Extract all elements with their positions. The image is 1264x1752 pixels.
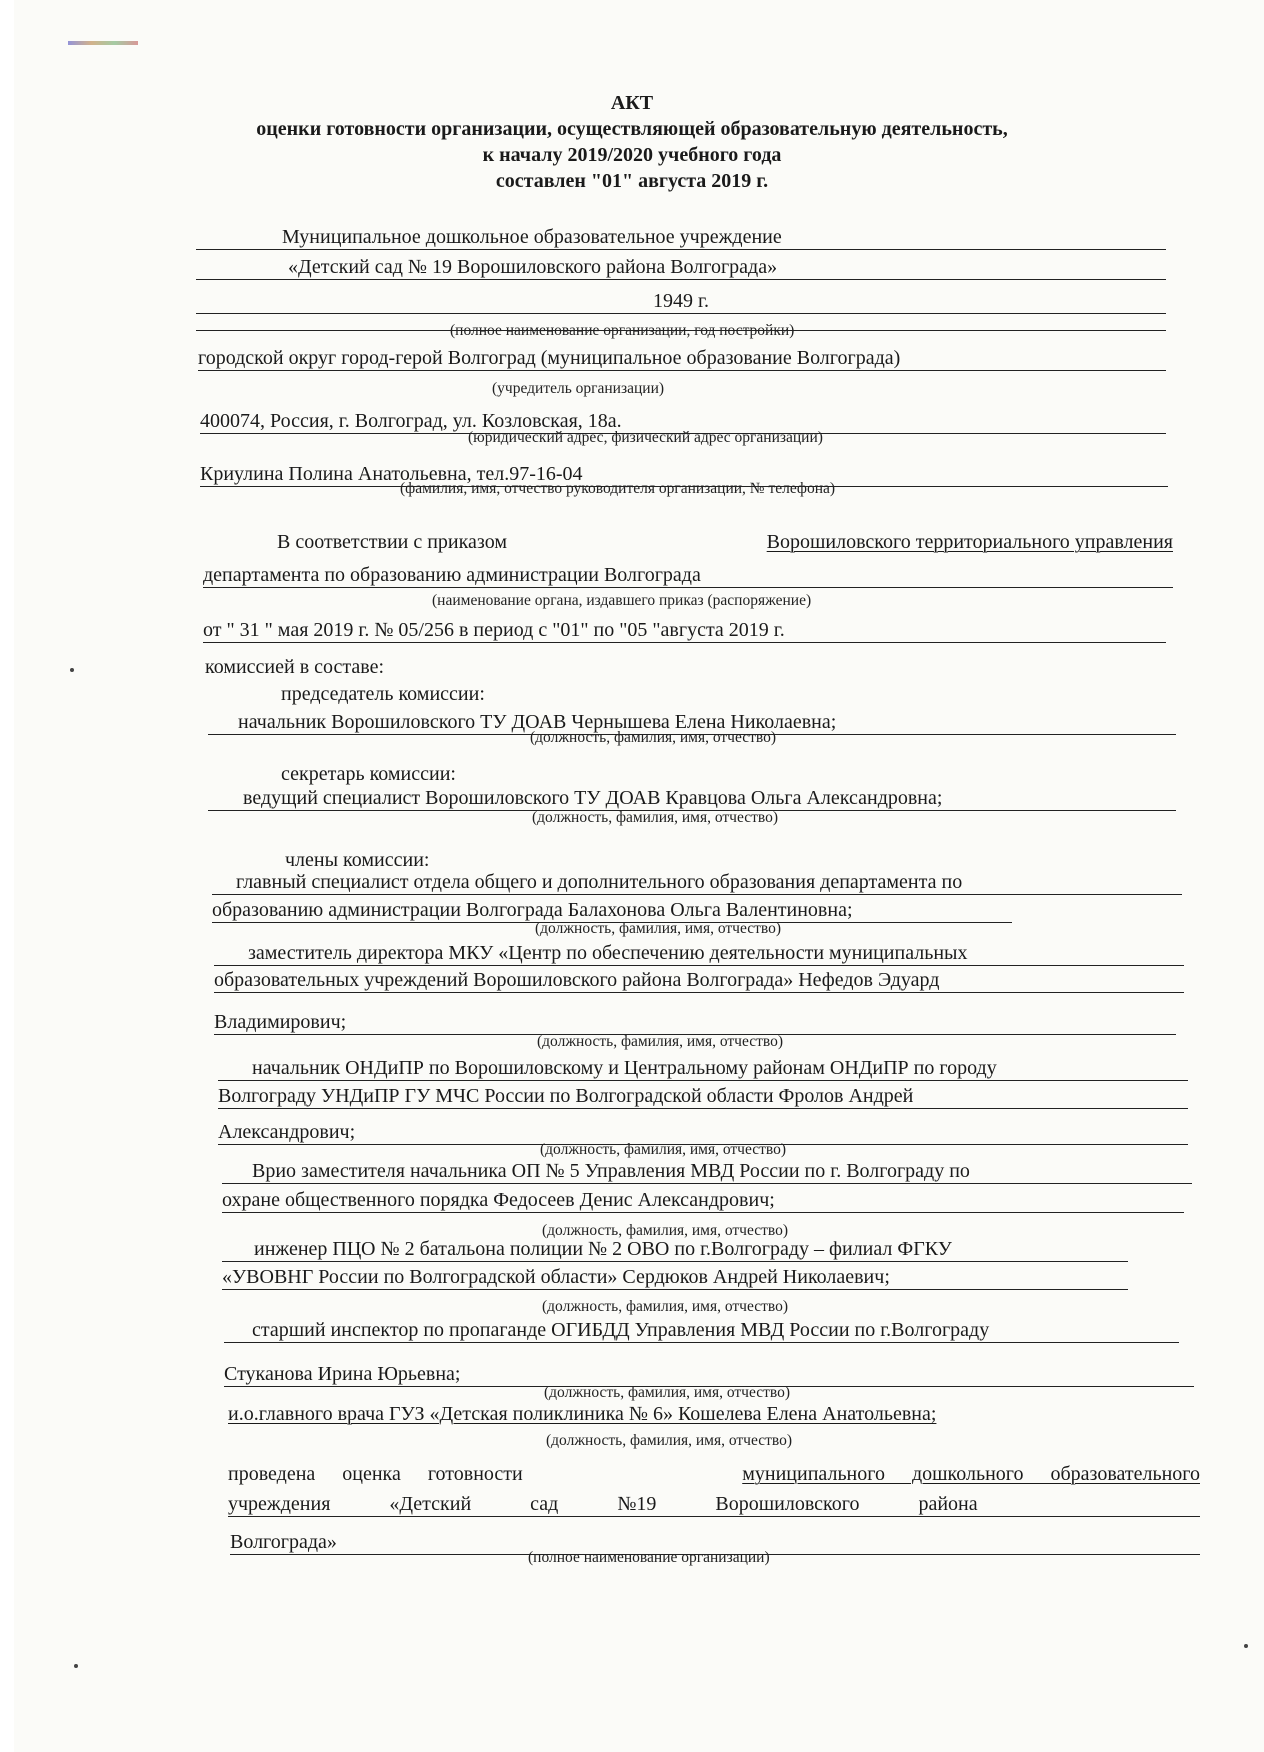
scan-mark (68, 41, 138, 45)
order-issuer-part1: Ворошиловского территориального управления (766, 531, 1173, 553)
issuer-caption: (наименование органа, издавшего приказ (распоряжение) (432, 592, 812, 609)
member4-line2: охране общественного порядка Федосеев Денис Александрович; (222, 1188, 1184, 1213)
member4-text1: Врио заместителя начальника ОП № 5 Управления МВД России по г. Волгограду по (252, 1160, 970, 1182)
org-name-line2: «Детский сад № 19 Ворошиловского района Волгограда» (196, 255, 1166, 280)
member5-line1: инженер ПЦО № 2 батальона полиции № 2 ОВО по г.Волгограду – филиал ФГКУ (222, 1237, 1128, 1262)
org-name-line1: Муниципальное дошкольное образовательное учреждение (196, 225, 1166, 250)
member7 (228, 1402, 936, 1426)
order-intro: В соответствии с приказом (277, 531, 507, 553)
member3-text1: начальник ОНДиПР по Ворошиловскому и Центральному районам ОНДиПР по городу (252, 1057, 997, 1079)
member2-line2: образовательных учреждений Ворошиловского района Волгограда» Нефедов Эдуард (214, 968, 1184, 993)
org-name-caption: (полное наименование организации, год постройки) (450, 322, 795, 339)
commission-intro: комиссией в составе: (205, 656, 385, 678)
scan-speck (74, 1664, 78, 1668)
member6-line2: Стуканова Ирина Юрьевна; (224, 1362, 1194, 1387)
members-label: члены комиссии: (285, 849, 430, 871)
document-subtitle-line2: к началу 2019/2020 учебного года (482, 144, 782, 166)
member3-caption: (должность, фамилия, имя, отчество) (540, 1141, 787, 1158)
scan-speck (70, 668, 74, 672)
member1-line2: образованию администрации Волгограда Балахонова Ольга Валентиновна; (212, 898, 1012, 923)
assessment-line1 (228, 1462, 1200, 1486)
secretary-label: секретарь комиссии: (281, 763, 456, 785)
member4-caption: (должность, фамилия, имя, отчество) (542, 1222, 789, 1239)
assessment-org-part1: муниципального дошкольного образовательного (742, 1463, 1200, 1485)
chair-label: председатель комиссии: (281, 683, 485, 705)
member2-text1: заместитель директора МКУ «Центр по обеспечению деятельности муниципальных (248, 942, 968, 964)
assessment-caption: (полное наименование организации) (528, 1549, 770, 1566)
document-subtitle-line1: оценки готовности организации, осуществляющей образовательную деятельность, (256, 118, 1008, 140)
org-address: 400074, Россия, г. Волгоград, ул. Козловская, 18а. (200, 409, 1166, 434)
assessment-org-line3: Волгограда» (230, 1530, 1200, 1555)
document-title: АКТ (610, 92, 654, 114)
compiled-date: составлен "01" августа 2019 г. (495, 170, 769, 192)
member1-caption: (должность, фамилия, имя, отчество) (535, 920, 782, 937)
member7-caption: (должность, фамилия, имя, отчество) (546, 1432, 793, 1449)
chair-caption: (должность, фамилия, имя, отчество) (530, 729, 777, 746)
member2-caption: (должность, фамилия, имя, отчество) (537, 1033, 784, 1050)
commission-secretary: ведущий специалист Ворошиловского ТУ ДОАВ Кравцова Ольга Александровна; (208, 786, 1176, 811)
member4-line1 (222, 1159, 1192, 1184)
member6-caption: (должность, фамилия, имя, отчество) (544, 1384, 791, 1401)
order-issuer-part2: департамента по образованию администрации Волгограда (203, 563, 1173, 588)
member2-line1 (214, 941, 1184, 966)
assessment-org-line2: учреждения «Детский сад №19 Ворошиловского района (228, 1492, 1200, 1517)
member6-line1: старший инспектор по пропаганде ОГИБДД Управления МВД России по г.Волгограду (224, 1318, 1179, 1343)
founder-caption: (учредитель организации) (492, 380, 665, 397)
member5-caption: (должность, фамилия, имя, отчество) (542, 1298, 789, 1315)
commission-chair: начальник Ворошиловского ТУ ДОАВ Чернышева Елена Николаевна; (208, 710, 1176, 735)
address-caption: (юридический адрес, физический адрес организации) (468, 429, 823, 446)
order-line1 (277, 530, 1173, 554)
scan-speck (1244, 1644, 1248, 1648)
member2-line3: Владимирович; (214, 1010, 1176, 1035)
secretary-caption: (должность, фамилия, имя, отчество) (532, 809, 779, 826)
member3-line1 (218, 1056, 1188, 1081)
assessment-intro: проведена оценка готовности (228, 1463, 523, 1485)
org-founder: городской округ город-герой Волгоград (муниципальное образование Волгограда) (198, 346, 1166, 371)
member5-line2: «УВОВНГ России по Волгоградской области» Сердюков Андрей Николаевич; (222, 1265, 1128, 1290)
org-head: Криулина Полина Анатольевна, тел.97-16-04 (200, 462, 1168, 487)
org-year-built: 1949 г. (196, 289, 1166, 314)
head-caption: (фамилия, имя, отчество руководителя организации, № телефона) (400, 480, 836, 497)
member3-line3: Александрович; (218, 1120, 1188, 1145)
order-details: от " 31 " мая 2019 г. № 05/256 в период с "01" по "05 "августа 2019 г. (203, 618, 1166, 643)
member1-line1 (212, 870, 1182, 895)
member3-line2: Волгограду УНДиПР ГУ МЧС России по Волгоградской области Фролов Андрей (218, 1084, 1188, 1109)
member7-text: и.о.главного врача ГУЗ «Детская поликлиника № 6» Кошелева Елена Анатольевна; (228, 1403, 937, 1425)
member1-text1: главный специалист отдела общего и дополнительного образования департамента по (236, 871, 963, 893)
